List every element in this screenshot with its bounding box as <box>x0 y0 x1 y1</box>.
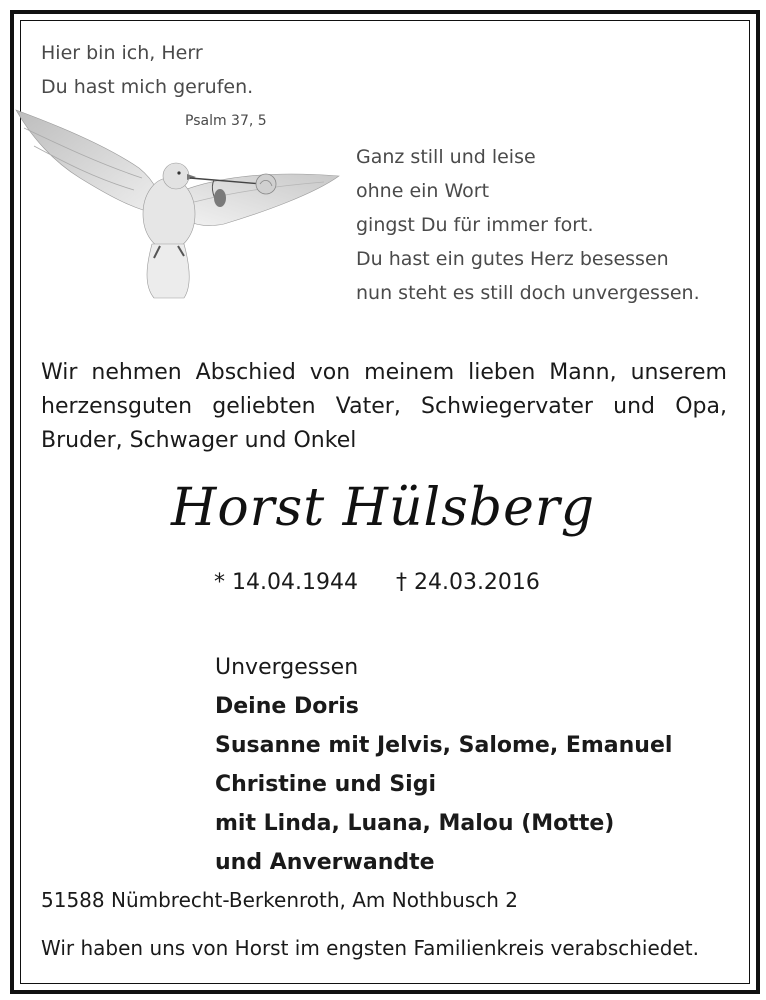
farewell-intro <box>41 356 727 458</box>
intro-line: Bruder, Schwager und Onkel <box>41 428 357 453</box>
birth-date: * 14.04.1944 <box>214 570 358 595</box>
mourner-line: Susanne mit Jelvis, Salome, Emanuel <box>215 733 673 758</box>
deceased-name: Horst Hülsberg <box>171 478 595 538</box>
death-date: † 24.03.2016 <box>395 570 540 595</box>
psalm-reference: Psalm 37, 5 <box>185 113 267 129</box>
verse-right-line: Ganz still und leise <box>356 146 536 168</box>
verse-top-line: Hier bin ich, Herr <box>41 42 203 64</box>
verse-right-line: nun steht es still doch unvergessen. <box>356 282 700 304</box>
address: 51588 Nümbrecht-Berkenroth, Am Nothbusch 2 <box>41 888 519 912</box>
mourner-line: Deine Doris <box>215 694 359 719</box>
mourner-line: Unvergessen <box>215 655 359 680</box>
verse-right-line: gingst Du für immer fort. <box>356 214 594 236</box>
mourner-line: Christine und Sigi <box>215 772 436 797</box>
closing-note: Wir haben uns von Horst im engsten Familienkreis verabschiedet. <box>41 936 699 960</box>
mourner-line: mit Linda, Luana, Malou (Motte) <box>215 811 615 836</box>
intro-line: herzensguten geliebten Vater, Schwiegervater und Opa, <box>41 394 727 419</box>
life-dates <box>214 570 540 595</box>
verse-top <box>41 36 253 104</box>
verse-right-line: Du hast ein gutes Herz besessen <box>356 248 669 270</box>
verse-top-line: Du hast mich gerufen. <box>41 76 254 98</box>
verse-right <box>356 140 700 310</box>
verse-right-line: ohne ein Wort <box>356 180 490 202</box>
dove-with-rose-icon <box>14 106 344 306</box>
mourner-line: und Anverwandte <box>215 850 435 875</box>
mourners-list <box>215 648 672 882</box>
intro-line: Wir nehmen Abschied von meinem lieben Mann, unserem <box>41 360 727 385</box>
